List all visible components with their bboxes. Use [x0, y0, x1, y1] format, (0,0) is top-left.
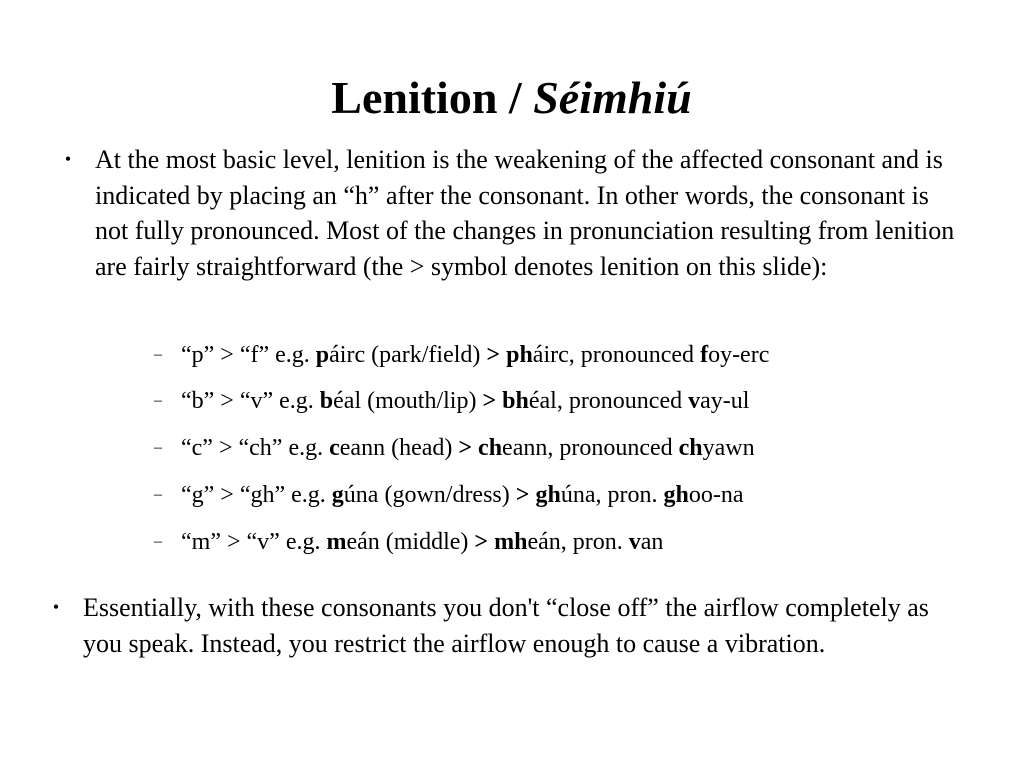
- example-item-p: [150, 340, 769, 370]
- example-pron-rest: oo-na: [688, 482, 744, 508]
- example-word-rest: úna (gown/dress): [343, 482, 516, 508]
- example-arrow: >: [458, 435, 473, 461]
- example-word-bold: b: [319, 388, 334, 414]
- example-rule: “c” > “ch” e.g.: [181, 435, 330, 461]
- example-lenited-bold: gh: [535, 482, 561, 508]
- example-pron-bold: v: [628, 529, 641, 555]
- example-pron-rest: an: [640, 529, 664, 555]
- example-lenited-rest: eán, pron.: [527, 529, 629, 555]
- bullet-dot-icon: •: [64, 149, 72, 169]
- example-word-bold: c: [329, 435, 340, 461]
- example-arrow: >: [482, 388, 497, 414]
- example-pron-bold: ch: [678, 435, 703, 461]
- example-pron-bold: v: [688, 388, 701, 414]
- example-pron-bold: gh: [663, 482, 689, 508]
- example-lenited-rest: úna, pron.: [560, 482, 664, 508]
- example-line: [181, 529, 663, 555]
- example-lenited-bold: ch: [478, 435, 503, 461]
- example-word-rest: áirc (park/field): [329, 342, 487, 368]
- title-irish: Séimhiú: [533, 72, 692, 123]
- example-line: [181, 342, 769, 368]
- example-item-c: [150, 433, 755, 463]
- example-arrow: >: [515, 482, 530, 508]
- example-arrow: >: [474, 529, 489, 555]
- bullet-dot-icon: •: [52, 597, 60, 617]
- example-pron-rest: yawn: [702, 435, 755, 461]
- example-word-rest: eann (head): [339, 435, 459, 461]
- bullet-text: Essentially, with these consonants you don't “close off” the airflow completely as you speak. Instead, you restrict the airflow enough to cause a vibration.: [83, 593, 929, 658]
- example-arrow: >: [486, 342, 501, 368]
- bullet-item-lenition-definition: [58, 142, 958, 284]
- example-word-bold: p: [315, 342, 330, 368]
- dash-icon: –: [154, 486, 162, 503]
- example-word-bold: g: [331, 482, 344, 508]
- example-lenited-rest: eann, pronounced: [502, 435, 679, 461]
- example-pron-rest: oy-erc: [708, 342, 770, 368]
- example-line: [181, 435, 755, 461]
- dash-icon: –: [154, 533, 162, 550]
- bullet-text: At the most basic level, lenition is the weakening of the affected consonant and is indicated by placing an “h” after the consonant. In other words, the consonant is not fully pronounced. Most of the changes in pronunciation resulting from lenition are fairly straightforward (the > symbol denotes lenition on this slide):: [95, 145, 955, 281]
- dash-icon: –: [154, 392, 162, 409]
- example-item-m: [150, 527, 663, 557]
- example-lenited-rest: áirc, pronounced: [532, 342, 701, 368]
- slide-title: [0, 70, 1023, 126]
- example-lenited-bold: mh: [494, 529, 528, 555]
- example-rule: “p” > “f” e.g.: [181, 342, 316, 368]
- example-word-rest: eán (middle): [346, 529, 475, 555]
- example-lenited-rest: éal, pronounced: [528, 388, 689, 414]
- dash-icon: –: [154, 439, 162, 456]
- dash-icon: –: [154, 346, 162, 363]
- title-main: Lenition /: [331, 72, 522, 123]
- example-item-g: [150, 480, 743, 510]
- example-rule: “g” > “gh” e.g.: [181, 482, 332, 508]
- bullet-item-airflow: [46, 590, 966, 661]
- example-pron-rest: ay-ul: [700, 388, 750, 414]
- example-line: [181, 388, 749, 414]
- example-word-bold: m: [326, 529, 347, 555]
- example-rule: “m” > “v” e.g.: [181, 529, 327, 555]
- example-item-b: [150, 386, 749, 416]
- example-word-rest: éal (mouth/lip): [333, 388, 483, 414]
- example-line: [181, 482, 743, 508]
- example-lenited-bold: bh: [502, 388, 529, 414]
- example-lenited-bold: ph: [506, 342, 533, 368]
- example-pron-bold: f: [700, 342, 709, 368]
- example-rule: “b” > “v” e.g.: [181, 388, 320, 414]
